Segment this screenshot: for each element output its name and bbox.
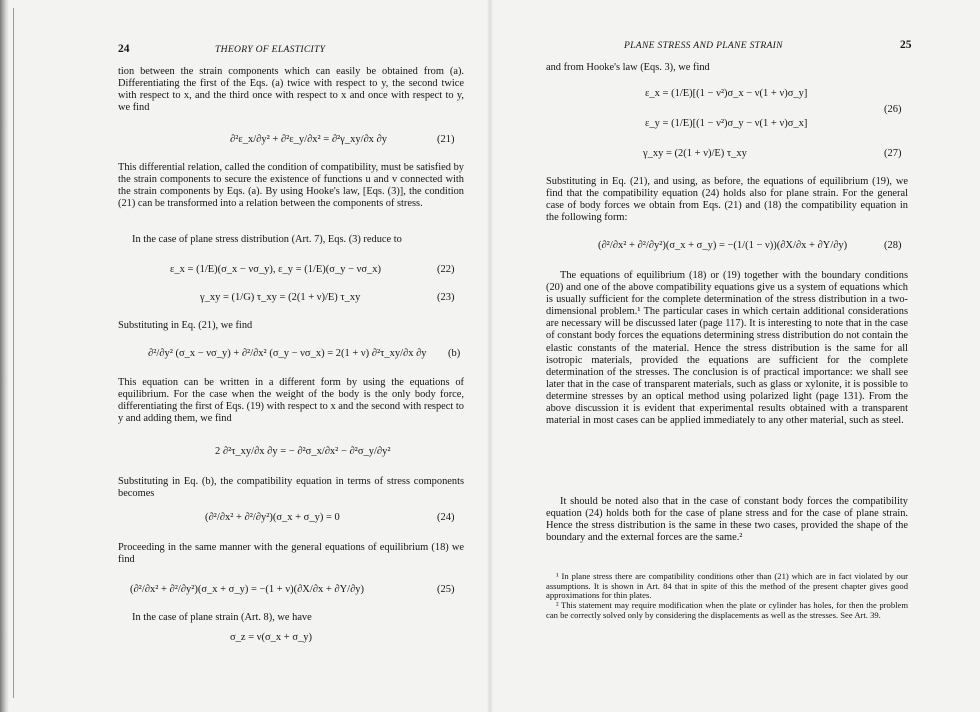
- paragraph: Proceeding in the same manner with the general equations of equilibrium (18) we find: [118, 542, 464, 566]
- equation-number: (22): [437, 264, 455, 275]
- paragraph: The equations of equilibrium (18) or (19) together with the boundary conditions (20) and one of the above compatibility equations give us a system of equations which is usually sufficient for the complete determination of the stress distribution in a two-dimensional problem.¹ The particular cases in which certain additional considerations are necessary will be discussed later (page 117). It is interesting to note that in the case of constant body forces the equations determining stress distribution do not contain the elastic constants of the material. Hence the stress distribution is the same for all isotropic materials, provided the equations are sufficient for the complete determination of the stresses. The conclusion is of practical importance: we shall see later that in the case of transparent materials, such as glass or xylonite, it is possible to determine stresses by an optical method using polarized light (page 131). From the above discussion it is evident that experimental results obtained with a transparent material in most cases can be applied immediately to any other material, such as steel.: [546, 270, 908, 427]
- running-head: PLANE STRESS AND PLANE STRAIN: [624, 40, 783, 51]
- equation: ε_x = (1/E)(σ_x − νσ_y), ε_y = (1/E)(σ_y − νσ_x): [170, 264, 382, 275]
- equation: γ_xy = (2(1 + ν)/E) τ_xy: [643, 148, 747, 159]
- paragraph: In the case of plane strain (Art. 8), we have: [132, 612, 312, 623]
- equation-number: (24): [437, 512, 455, 523]
- equation: (∂²/∂x² + ∂²/∂y²)(σ_x + σ_y) = 0: [205, 512, 340, 523]
- paragraph: This differential relation, called the condition of compatibility, must be satisfied by the strain components to secure the existence of functions u and v connected with the strain components by Eqs. (a). By using Hooke's law, [Eqs. (3)], the condition (21) can be transformed into a relation between the components of stress.: [118, 162, 464, 210]
- equation-number: (26): [884, 104, 902, 115]
- equation: 2 ∂²τ_xy/∂x ∂y = − ∂²σ_x/∂x² − ∂²σ_y/∂y²: [215, 446, 391, 457]
- paragraph: Substituting in Eq. (21), and using, as before, the equations of equilibrium (19), we find that the compatibility equation (24) holds also for plane strain. For the general case of body forces we obtain from Eqs. (21) and (18) the compatibility equation in the following form:: [546, 176, 908, 224]
- paragraph: tion between the strain components which can easily be obtained from (a). Differentiating the first of the Eqs. (a) twice with respect to y, the second twice with respect to x, and the third once with respect to x and once with respect to y, we find: [118, 66, 464, 114]
- footnote: ¹ In plane stress there are compatibility conditions other than (21) which are in fact violated by our assumptions. It is shown in Art. 84 that in spite of this the method of the present chapter gives good approximations for thin plates.: [546, 571, 908, 601]
- page-number: 24: [118, 43, 130, 55]
- equation-number: (21): [437, 134, 455, 145]
- right-page: [490, 0, 980, 712]
- footnote: ² This statement may require modification when the plate or cylinder has holes, for then the problem can be correctly solved only by considering the displacements as well as the stresses. See Art. 39.: [546, 600, 908, 620]
- running-head: THEORY OF ELASTICITY: [215, 44, 326, 55]
- equation: ε_x = (1/E)[(1 − ν²)σ_x − ν(1 + ν)σ_y]: [645, 88, 808, 99]
- footnotes: [546, 572, 908, 621]
- equation: ∂²ε_x/∂y² + ∂²ε_y/∂x² = ∂²γ_xy/∂x ∂y: [230, 134, 387, 145]
- equation: (∂²/∂x² + ∂²/∂y²)(σ_x + σ_y) = −(1/(1 − ν))(∂X/∂x + ∂Y/∂y): [598, 240, 848, 251]
- paragraph: Substituting in Eq. (b), the compatibility equation in terms of stress components becomes: [118, 476, 464, 500]
- equation-number: (28): [884, 240, 902, 251]
- paragraph: Substituting in Eq. (21), we find: [118, 320, 253, 331]
- page-number: 25: [900, 39, 912, 51]
- equation-number: (25): [437, 584, 455, 595]
- paragraph: This equation can be written in a different form by using the equations of equilibrium. For the case when the weight of the body is the only body force, differentiating the first of Eqs. (19) with respect to x and the second with respect to y and adding them, we find: [118, 377, 464, 425]
- equation-number: (b): [448, 348, 461, 359]
- equation: σ_z = ν(σ_x + σ_y): [230, 632, 312, 643]
- equation-number: (27): [884, 148, 902, 159]
- equation: ∂²/∂y² (σ_x − νσ_y) + ∂²/∂x² (σ_y − νσ_x) = 2(1 + ν) ∂²τ_xy/∂x ∂y: [148, 348, 427, 359]
- paragraph: It should be noted also that in the case of constant body forces the compatibility equation (24) holds both for the case of plane stress and for the case of plane strain. Hence the stress distribution is the same in these two cases, provided the shape of the boundary and the external forces are the same.²: [546, 496, 908, 544]
- equation-number: (23): [437, 292, 455, 303]
- paragraph: In the case of plane stress distribution (Art. 7), Eqs. (3) reduce to: [132, 234, 402, 245]
- paragraph: and from Hooke's law (Eqs. 3), we find: [546, 62, 710, 73]
- equation: ε_y = (1/E)[(1 − ν²)σ_y − ν(1 + ν)σ_x]: [645, 118, 808, 129]
- equation: γ_xy = (1/G) τ_xy = (2(1 + ν)/E) τ_xy: [200, 292, 361, 303]
- equation: (∂²/∂x² + ∂²/∂y²)(σ_x + σ_y) = −(1 + ν)(∂X/∂x + ∂Y/∂y): [130, 584, 365, 595]
